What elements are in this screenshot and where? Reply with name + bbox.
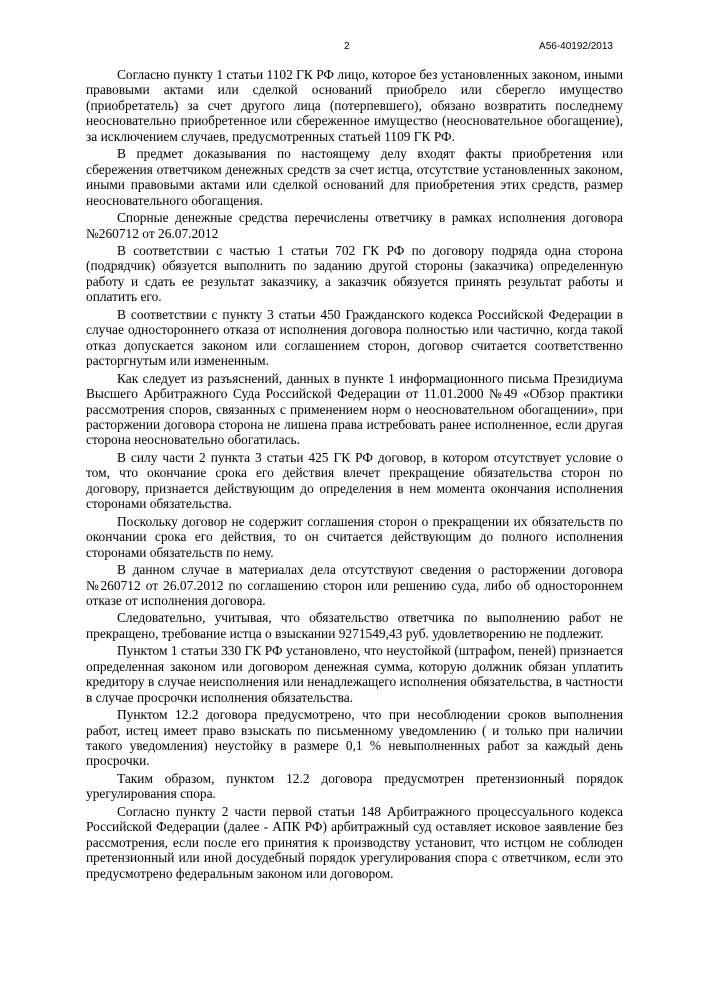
paragraph-10: Следовательно, учитывая, что обязательство ответчика по выполнению работ не прекращено, требование истца о взыскании 9271549,43 руб. удовлетворению не подлежит.	[86, 610, 623, 641]
paragraph-5: В соответствии с пункту 3 статьи 450 Гражданского кодекса Российской Федерации в случае одностороннего отказа от исполнения договора полностью или частично, когда такой отказ допускается законом или соглашением сторон, договор считается соответственно расторгнутым или измененным.	[86, 306, 623, 369]
paragraph-6: Как следует из разъяснений, данных в пункте 1 информационного письма Президиума Высшего Арбитражного Суда Российской Федерации от 11.01.2000 №49 «Обзор практики рассмотрения споров, связанных с применением норм о неосновательном обогащении», при расторжении договора сторона не лишена права истребовать ранее исполненное, если другая сторона неосновательно обогатилась.	[86, 370, 623, 448]
paragraph-12: Пунктом 12.2 договора предусмотрено, что при несоблюдении сроков выполнения работ, истец имеет право взыскать по письменному уведомлению ( и только при наличии такого уведомления) неустойку в размере 0,1 % невыполненных работ за каждый день просрочки.	[86, 707, 623, 769]
paragraph-11: Пунктом 1 статьи 330 ГК РФ установлено, что неустойкой (штрафом, пеней) признается определенная законом или договором денежная сумма, которую должник обязан уплатить кредитору в случае неисполнения или ненадлежащего исполнения обязательства, в частности в случае просрочки исполнения обязательства.	[86, 643, 623, 705]
paragraph-4: В соответствии с частью 1 статьи 702 ГК РФ по договору подряда одна сторона (подрядчик) обязуется выполнить по заданию другой стороны (заказчика) определенную работу и сдать ее результат заказчику, а заказчик обязуется принять результат работы и оплатить его.	[86, 242, 623, 305]
paragraph-7: В силу части 2 пункта 3 статьи 425 ГК РФ договор, в котором отсутствует условие о том, что окончание срока его действия влечет прекращение обязательства сторон по договору, признается действующим до определения в нем момента окончания исполнения сторонами обязательства.	[86, 449, 623, 512]
case-number: А56-40192/2013	[539, 41, 613, 52]
paragraph-1: Согласно пункту 1 статьи 1102 ГК РФ лицо, которое без установленных законом, иными правовыми актами или сделкой оснований приобрело или сберегло имущество (приобретатель) за счет другого лица (потерпевшего), обязано возвратить последнему неосновательно приобретенное или сбереженное имущество (неосновательное обогащение), за исключением случаев, предусмотренных статьей 1109 ГК РФ.	[86, 67, 623, 144]
paragraph-2: В предмет доказывания по настоящему делу входят факты приобретения или сбережения ответчиком денежных средств за счет истца, отсутствие установленных законом, иными правовыми актами или сделкой оснований для приобретения этих средств, размер неосновательного обогащения.	[86, 146, 623, 208]
paragraph-8: Поскольку договор не содержит соглашения сторон о прекращении их обязательств по окончании срока его действия, то он считается действующим до полного исполнения сторонами обязательств по нему.	[86, 513, 623, 560]
paragraph-3: Спорные денежные средства перечислены ответчику в рамках исполнения договора №260712 от 26.07.2012	[86, 210, 623, 241]
paragraph-9: В данном случае в материалах дела отсутствуют сведения о расторжении договора №260712 от 26.07.2012 по соглашению сторон или решению суда, либо об одностороннем отказе от исполнения договора.	[86, 562, 623, 608]
page-number: 2	[344, 41, 350, 52]
paragraph-14: Согласно пункту 2 части первой статьи 148 Арбитражного процессуального кодекса Российской Федерации (далее - АПК РФ) арбитражный суд оставляет исковое заявление без рассмотрения, если после его принятия к производству установит, что истцом не соблюден претензионный или иной досудебный порядок урегулирования спора с ответчиком, если это предусмотрено федеральным законом или договором.	[86, 803, 623, 881]
document-body	[86, 67, 623, 883]
paragraph-13: Таким образом, пунктом 12.2 договора предусмотрен претензионный порядок урегулирования спора.	[86, 770, 623, 802]
